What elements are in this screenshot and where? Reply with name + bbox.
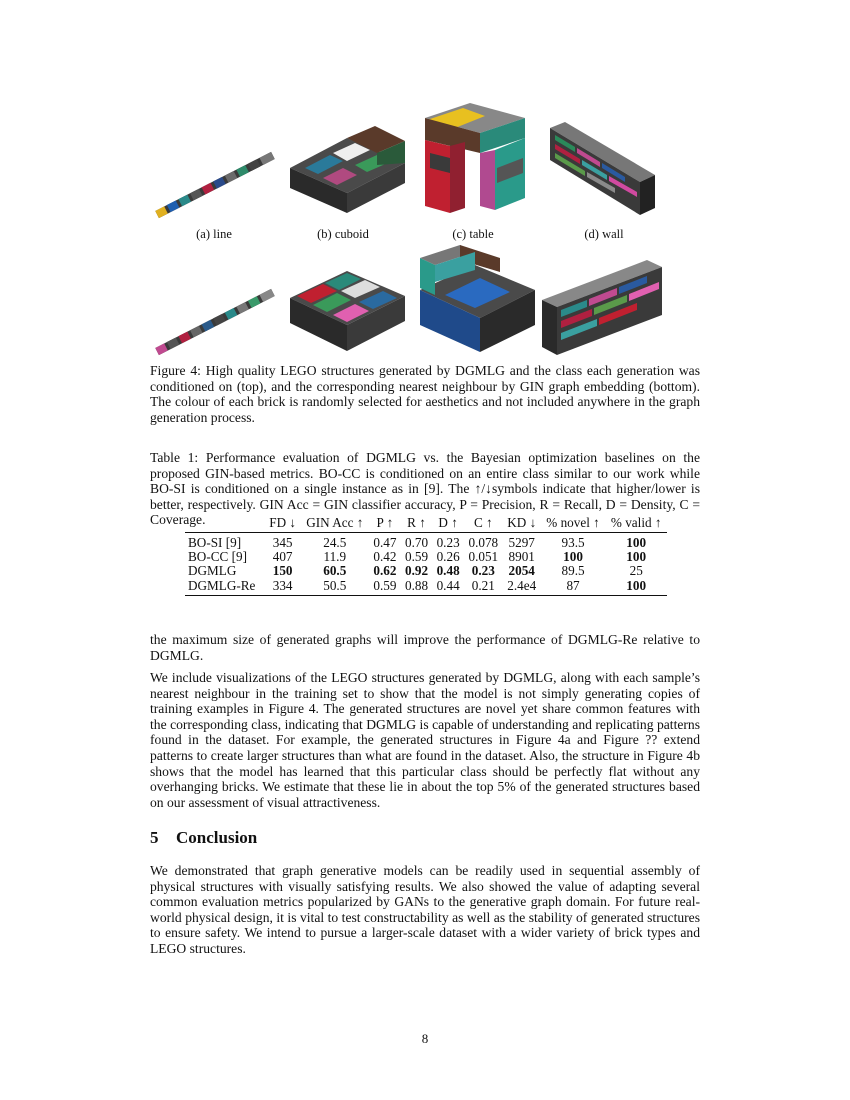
lego-table-neighbour: [410, 240, 540, 358]
table-header-cell: % valid ↑: [605, 514, 667, 533]
lego-wall-generated: [545, 120, 660, 220]
table-cell: 0.42: [373, 549, 397, 565]
table-cell: 100: [626, 549, 647, 565]
table-header-cell: C ↑: [464, 514, 503, 533]
lego-wall-neighbour: [537, 255, 665, 360]
table-cell: 50.5: [300, 579, 369, 596]
table-row: [185, 564, 667, 578]
table-cell: 93.5: [561, 535, 585, 550]
figure-caption-text: Figure 4: High quality LEGO structures generated by DGMLG and the class each generation was conditioned on (top), and the corresponding nearest neighbour by GIN graph embedding (bottom). The colour of each brick is randomly selected for aesthetics and not included anywhere in the graph generation process.: [150, 363, 700, 425]
sublabel-wall: (d) wall: [584, 227, 624, 241]
table-cell: 8901: [508, 549, 535, 565]
table-cell: 0.44: [432, 579, 464, 596]
paragraph-text: We include visualizations of the LEGO structures generated by DGMLG, along with each sample’s nearest neighbour in the training set to show that the model is not simply generating copies of training examples in Figure 4. The generated structures are novel yet share common features with the corresponding class, indicating that DGMLG is capable of understanding and replicating patterns found in the dataset. For example, the generated structures in Figure 4a and Figure ?? extend patterns to create larger structures than what are found in the dataset. Also, the structure in Figure 4b shows that the model has learned that this particular class should be perfectly flat without any overhanging bricks. We estimate that these lie in about the top 5% of the generated structures based on our assessment of visual attractiveness.: [150, 670, 700, 810]
table-header-cell: R ↑: [401, 514, 433, 533]
table-header-cell: GIN Acc ↑: [300, 514, 369, 533]
table-cell: 150: [272, 563, 293, 579]
table-cell: 0.078: [468, 535, 499, 550]
table-row: [185, 533, 667, 551]
table-cell: 0.051: [468, 549, 499, 565]
table-cell: 87: [541, 579, 606, 596]
table-cell-method: BO-SI [9]: [188, 535, 242, 550]
sublabel-cuboid: (b) cuboid: [317, 227, 369, 241]
figure-caption: [150, 363, 700, 425]
body-paragraph: [150, 670, 700, 810]
table-header-cell: % novel ↑: [541, 514, 606, 533]
table-row: [185, 550, 667, 564]
section-heading: [150, 828, 257, 848]
table-header-cell: D ↑: [432, 514, 464, 533]
table-cell: 0.47: [373, 535, 397, 550]
table-cell: 0.59: [369, 579, 401, 596]
sublabel-line: (a) line: [196, 227, 232, 241]
table-cell-method: DGMLG: [188, 563, 237, 579]
table-cell: 0.88: [401, 579, 433, 596]
table-cell: 0.62: [373, 563, 397, 579]
table-cell: 5297: [508, 535, 535, 550]
table-cell: 0.92: [404, 563, 429, 579]
table-header-cell: [185, 514, 265, 533]
table-cell: 0.23: [436, 535, 460, 550]
table-cell-method: BO-CC [9]: [188, 549, 247, 565]
table-cell: 89.5: [561, 563, 585, 579]
conclusion-paragraph: [150, 863, 700, 957]
table-cell: 407: [272, 549, 293, 565]
body-paragraph: [150, 632, 700, 663]
table-header-cell: FD ↓: [265, 514, 301, 533]
table-row: [185, 579, 667, 596]
results-table: [185, 514, 667, 596]
table-cell: 345: [272, 535, 293, 550]
lego-line-neighbour: [145, 282, 285, 362]
table-cell: 0.59: [404, 549, 429, 565]
table-cell: 0.70: [404, 535, 429, 550]
paragraph-text: the maximum size of generated graphs will improve the performance of DGMLG-Re relative to DGMLG.: [150, 632, 700, 663]
table-cell-method: DGMLG-Re: [185, 579, 265, 596]
table-caption-text: Table 1: Performance evaluation of DGMLG vs. the Bayesian optimization baselines on the proposed GIN-based metrics. BO-CC is conditioned on an entire class similar to our work while BO-SI is conditioned on a single instance as in [9]. The ↑/↓symbols indicate that higher/lower is better, respectively. GIN Acc = GIN classifier accuracy, P = Precision, R = Recall, D = Density, C = Coverage.: [150, 450, 700, 528]
lego-cuboid-neighbour: [285, 263, 410, 358]
lego-line-generated: [145, 145, 285, 225]
table-cell: 0.48: [436, 563, 460, 579]
table-header-cell: P ↑: [369, 514, 401, 533]
table-cell: 0.21: [464, 579, 503, 596]
table-cell: 24.5: [323, 535, 347, 550]
table-cell: 0.26: [436, 549, 460, 565]
table-cell: 2.4e4: [503, 579, 541, 596]
table-cell: 11.9: [323, 549, 347, 565]
section-title: Conclusion: [176, 828, 258, 847]
lego-table-generated: [415, 98, 535, 220]
table-header-row: [185, 514, 667, 533]
table-cell: 2054: [508, 563, 535, 579]
page-number: 8: [421, 1031, 429, 1046]
sublabel-table: (c) table: [452, 227, 494, 241]
lego-cuboid-generated: [285, 123, 410, 218]
table-cell: 334: [265, 579, 301, 596]
paragraph-text: We demonstrated that graph generative models can be readily used in sequential assembly of physical structures with visually satisfying results. We also showed the value of adapting several common evaluation metrics popularized by GANs to the generative graph domain. For future real-world physical design, it is vital to test constructability as well as the stability of generated structures to ensure safety. We intend to pursue a larger-scale dataset with a wider variety of brick types and LEGO structures.: [150, 863, 700, 956]
table-cell: 100: [563, 549, 583, 565]
table-cell: 25: [629, 563, 643, 579]
table-header-cell: KD ↓: [503, 514, 541, 533]
table-cell: 100: [626, 535, 647, 550]
section-number: 5: [150, 828, 159, 847]
table-cell: 100: [605, 579, 667, 596]
table-cell: 60.5: [323, 563, 347, 579]
table-cell: 0.23: [471, 563, 495, 579]
